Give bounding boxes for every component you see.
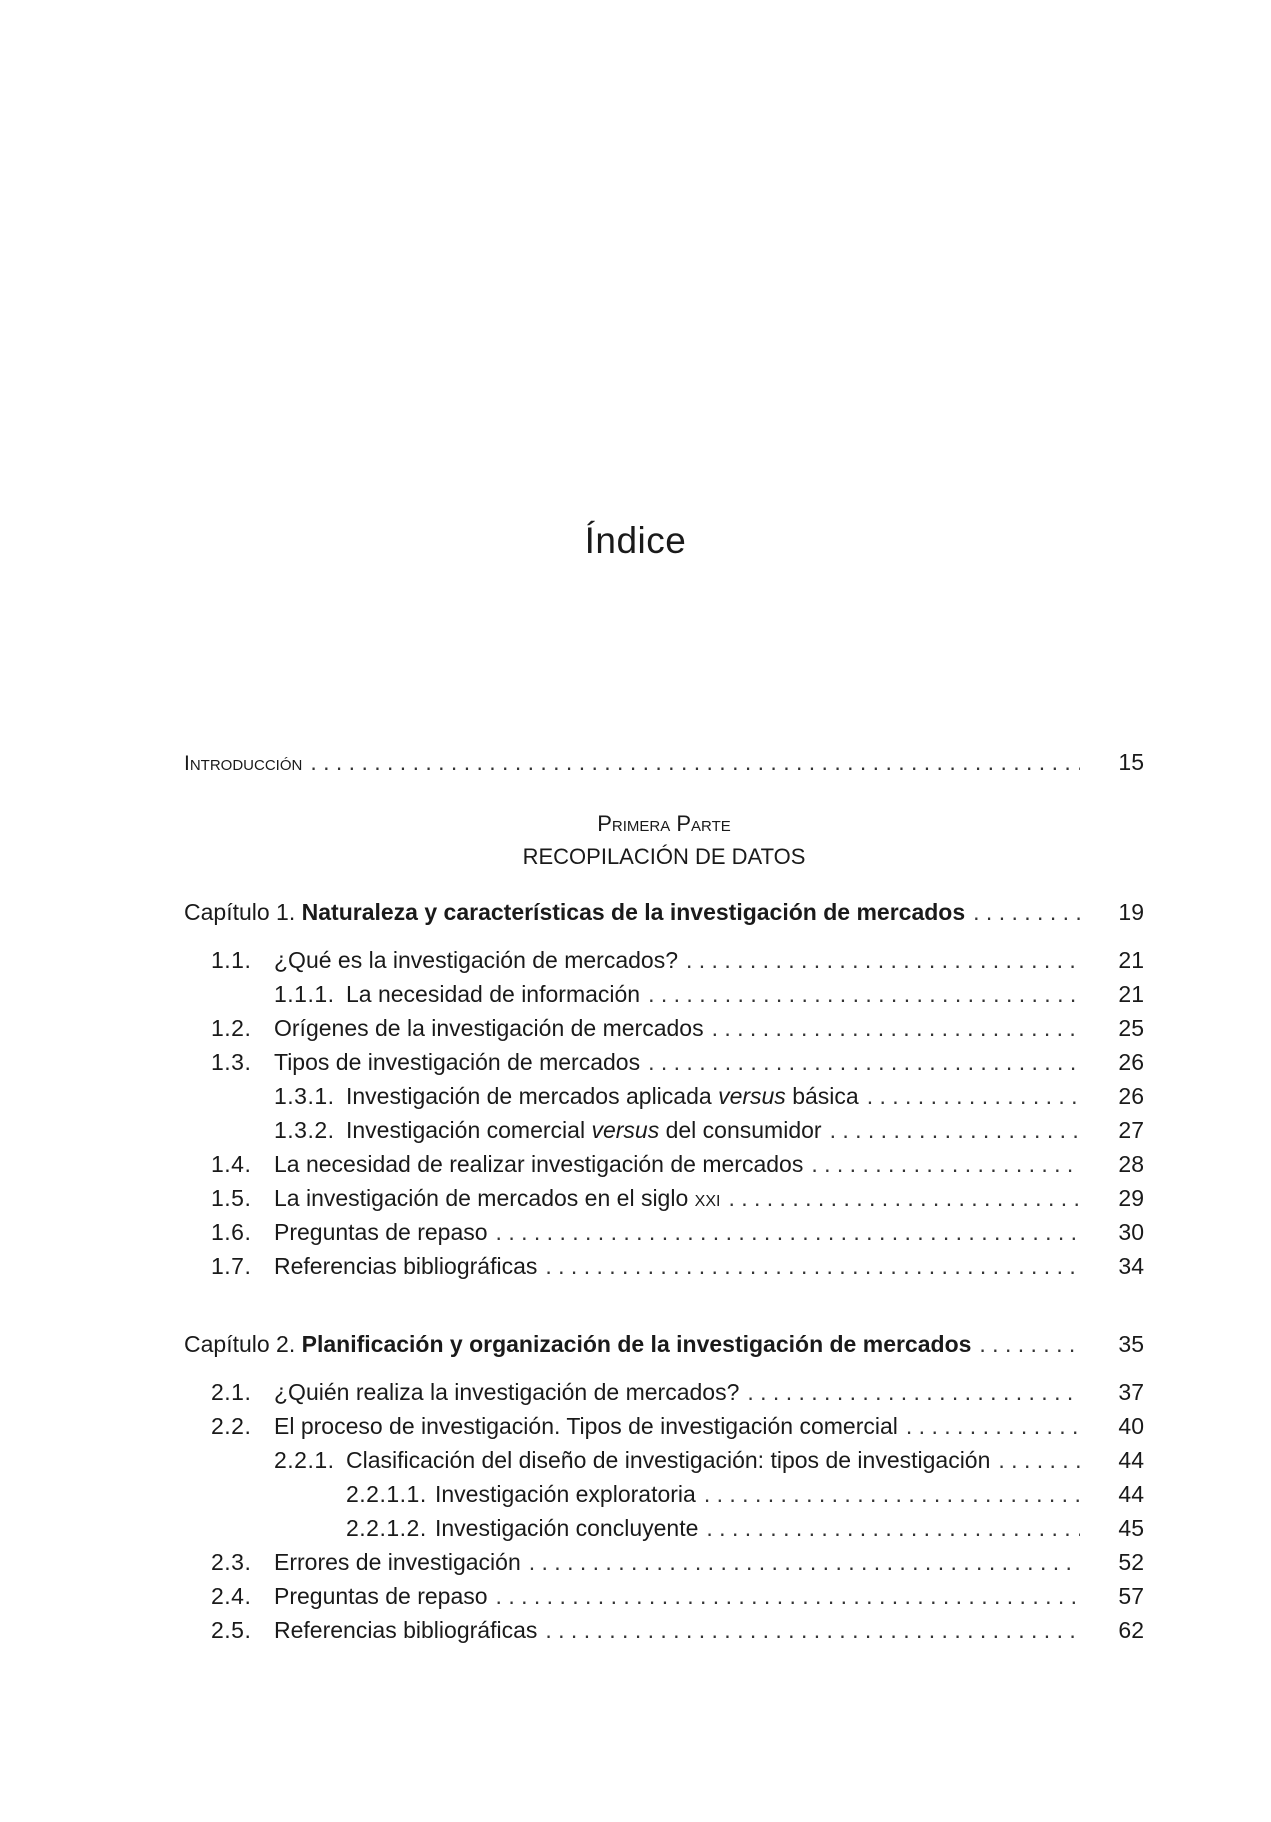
chapter-prefix: Capítulo 1. [184, 899, 296, 925]
toc-entry-label: ¿Qué es la investigación de mercados? [274, 947, 678, 973]
toc-page-number: 57 [1118, 1583, 1144, 1609]
dot-leader [973, 895, 1080, 929]
section-number: 1.3.1. [274, 1083, 335, 1109]
toc-page-number: 25 [1118, 1015, 1144, 1041]
toc-page-number: 34 [1118, 1253, 1144, 1279]
toc-entry-label: Clasificación del diseño de investigación: tipos de investigación [346, 1447, 991, 1473]
label-text: Investigación comercial [346, 1117, 592, 1143]
dot-leader [712, 1011, 1080, 1045]
toc-entry[interactable] [184, 1181, 1144, 1215]
section-number: 1.4. [211, 1151, 252, 1177]
toc-page-number: 26 [1118, 1083, 1144, 1109]
toc-entry-label [274, 1181, 720, 1215]
toc-entry-label: La necesidad de información [346, 981, 641, 1007]
dot-leader [648, 977, 1080, 1011]
toc-entry-label: Referencias bibliográficas [274, 1253, 538, 1279]
toc-entry-label: Introducción [184, 752, 303, 775]
section-number: 2.2.1. [274, 1447, 335, 1473]
section-number: 2.2.1.2. [346, 1515, 427, 1541]
toc-page-number: 29 [1118, 1185, 1144, 1211]
toc-page-number: 40 [1118, 1413, 1144, 1439]
toc-entry[interactable] [184, 943, 1144, 977]
toc-entry-label: Preguntas de repaso [274, 1583, 488, 1609]
toc-page-number: 45 [1118, 1515, 1144, 1541]
toc-page-number: 21 [1118, 981, 1144, 1007]
toc-entry-label [346, 1113, 822, 1147]
toc-entry-label: Orígenes de la investigación de mercados [274, 1015, 704, 1041]
toc-page-number: 44 [1118, 1481, 1144, 1507]
toc-chapter-1[interactable] [184, 895, 1144, 929]
dot-leader [545, 1249, 1080, 1283]
toc-entry[interactable] [184, 1477, 1144, 1511]
toc-entry[interactable] [184, 1045, 1144, 1079]
toc-entry[interactable] [184, 1545, 1144, 1579]
label-text: La investigación de mercados en el siglo [274, 1185, 695, 1211]
dot-leader [998, 1443, 1080, 1477]
chapter-title: Naturaleza y características de la investigación de mercados [301, 899, 966, 925]
part-title: RECOPILACIÓN DE DATOS [522, 844, 806, 869]
toc-entry[interactable] [184, 1579, 1144, 1613]
label-italic: versus [591, 1117, 660, 1143]
toc-entry-label [346, 1079, 859, 1113]
toc-page-number: 30 [1118, 1219, 1144, 1245]
section-number: 1.1. [211, 947, 252, 973]
section-number: 2.2.1.1. [346, 1481, 427, 1507]
spacer [184, 1283, 1144, 1305]
toc-entry[interactable] [184, 1511, 1144, 1545]
toc-entry-label: ¿Quién realiza la investigación de mercados? [274, 1379, 740, 1405]
section-number: 1.7. [211, 1253, 252, 1279]
chapter-title: Planificación y organización de la investigación de mercados [301, 1331, 972, 1357]
toc-entry-label: Investigación exploratoria [435, 1481, 696, 1507]
part-label: Primera Parte [597, 811, 731, 836]
section-number: 1.6. [211, 1219, 252, 1245]
section-number: 2.4. [211, 1583, 252, 1609]
dot-leader [830, 1113, 1080, 1147]
toc-page-number: 62 [1118, 1617, 1144, 1643]
toc-page-number: 52 [1118, 1549, 1144, 1575]
toc-entry-introduccion[interactable] [184, 745, 1144, 779]
chapter-heading [184, 895, 965, 929]
toc-page-number: 37 [1118, 1379, 1144, 1405]
toc-page-number: 21 [1118, 947, 1144, 973]
toc-entry[interactable] [184, 1011, 1144, 1045]
toc-entry[interactable] [184, 977, 1144, 1011]
section-number: 1.3.2. [274, 1117, 335, 1143]
toc-entry-label: Tipos de investigación de mercados [274, 1049, 641, 1075]
toc-entry-label: Preguntas de repaso [274, 1219, 488, 1245]
label-text: del consumidor [659, 1117, 822, 1143]
toc-page-number: 35 [1118, 1331, 1144, 1357]
dot-leader [811, 1147, 1080, 1181]
dot-leader [906, 1409, 1080, 1443]
toc-page-number: 19 [1118, 899, 1144, 925]
dot-leader [979, 1327, 1080, 1361]
dot-leader [704, 1477, 1080, 1511]
toc-entry[interactable] [184, 1409, 1144, 1443]
dot-leader [728, 1181, 1080, 1215]
toc-page-number: 27 [1118, 1117, 1144, 1143]
toc-page-number: 44 [1118, 1447, 1144, 1473]
dot-leader [496, 1579, 1080, 1613]
label-text: Investigación de mercados aplicada [346, 1083, 719, 1109]
toc-entry-label: La necesidad de realizar investigación de mercados [274, 1151, 804, 1177]
toc-entry-label: Errores de investigación [274, 1549, 521, 1575]
toc-entry[interactable] [184, 1079, 1144, 1113]
toc-entry-label: Investigación concluyente [435, 1515, 699, 1541]
toc-page-number: 26 [1118, 1049, 1144, 1075]
toc-entry[interactable] [184, 1215, 1144, 1249]
dot-leader [686, 943, 1080, 977]
toc-page-number: 15 [1118, 749, 1144, 775]
dot-leader [648, 1045, 1080, 1079]
dot-leader [529, 1545, 1080, 1579]
section-number: 2.3. [211, 1549, 252, 1575]
toc-entry-label: Referencias bibliográficas [274, 1617, 538, 1643]
dot-leader [706, 1511, 1080, 1545]
dot-leader [545, 1613, 1080, 1647]
section-number: 2.1. [211, 1379, 252, 1405]
toc-entry[interactable] [184, 1613, 1144, 1647]
toc-entry[interactable] [184, 1443, 1144, 1477]
dot-leader [310, 745, 1080, 779]
dot-leader [496, 1215, 1080, 1249]
toc-entry[interactable] [184, 1375, 1144, 1409]
toc-page-number: 28 [1118, 1151, 1144, 1177]
section-number: 2.5. [211, 1617, 252, 1643]
dot-leader [747, 1375, 1080, 1409]
toc-entry[interactable] [184, 1147, 1144, 1181]
toc-chapter-2[interactable] [184, 1327, 1144, 1361]
toc-entry[interactable] [184, 1113, 1144, 1147]
table-of-contents [184, 745, 1144, 1647]
section-number: 1.3. [211, 1049, 252, 1075]
label-small-caps: xxi [694, 1185, 721, 1211]
label-text: básica [785, 1083, 859, 1109]
chapter-heading [184, 1327, 971, 1361]
section-number: 1.1.1. [274, 981, 335, 1007]
section-number: 1.2. [211, 1015, 252, 1041]
page-title: Índice [584, 520, 687, 561]
dot-leader [867, 1079, 1080, 1113]
section-number: 1.5. [211, 1185, 252, 1211]
label-italic: versus [718, 1083, 786, 1109]
chapter-prefix: Capítulo 2. [184, 1331, 296, 1357]
toc-entry[interactable] [184, 1249, 1144, 1283]
toc-entry-label: El proceso de investigación. Tipos de investigación comercial [274, 1413, 898, 1439]
section-number: 2.2. [211, 1413, 252, 1439]
